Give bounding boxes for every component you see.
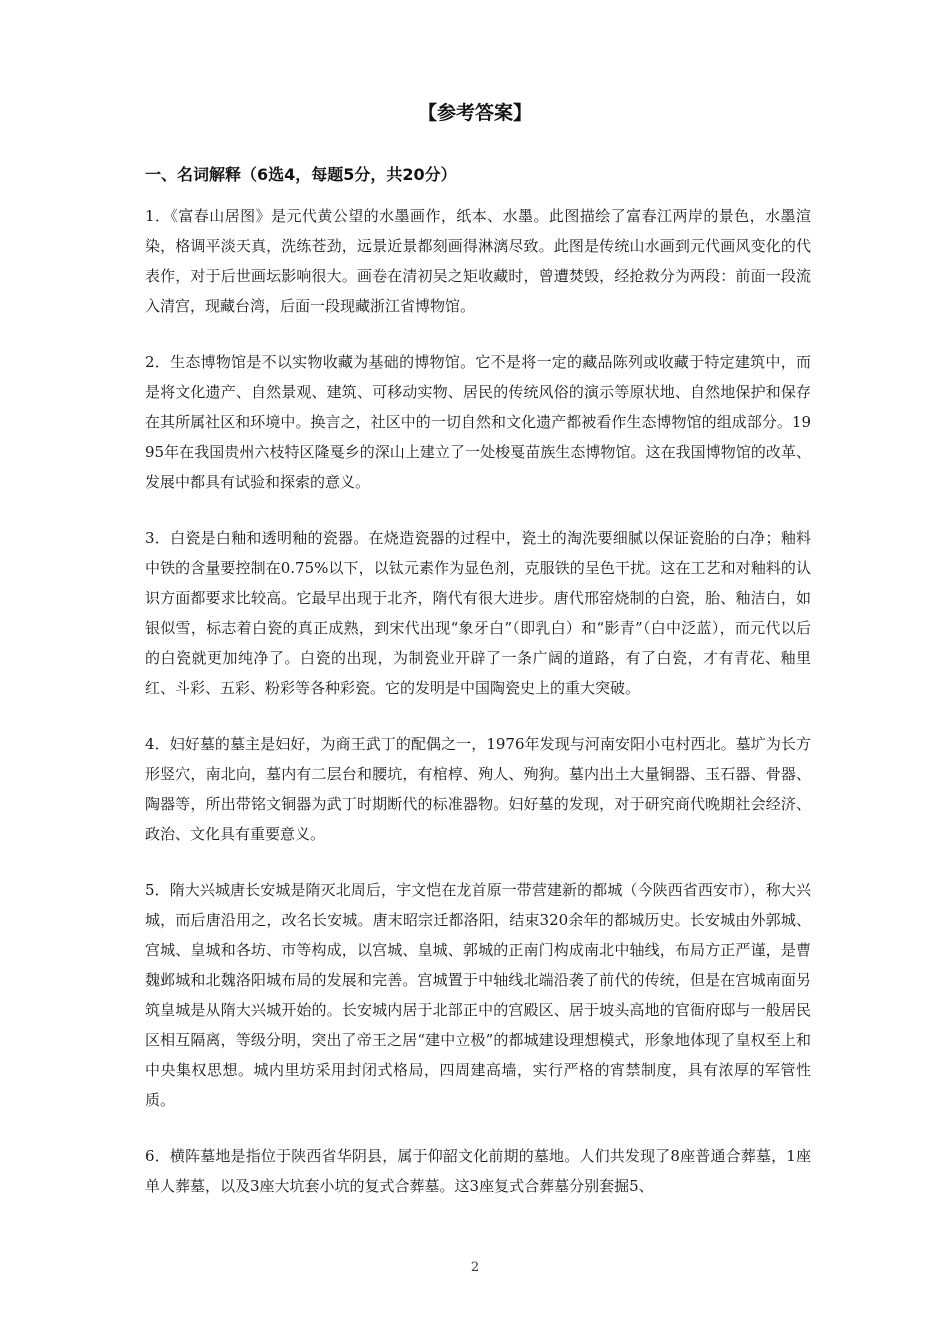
- section-heading: 一、名词解释（6选4，每题5分，共20分）: [145, 165, 457, 184]
- entry-1: 1．《富春山居图》是元代黄公望的水墨画作，纸本、水墨。此图描绘了富春江两岸的景色，水墨渲染，格调平淡天真，洗练苍劲，远景近景都刻画得淋漓尽致。此图是传统山水画到元代画风变化的代表作，对于后世画坛影响很大。画卷在清初吴之矩收藏时，曾遭焚毁，经抢救分为两段：前面一段流入清宫，现藏台湾，后面一段现藏浙江省博物馆。: [145, 207, 811, 315]
- page-title: 【参考答案】: [417, 102, 532, 124]
- entry-4: 4．妇好墓的墓主是妇好，为商王武丁的配偶之一，1976年发现与河南安阳小屯村西北。墓圹为长方形竖穴，南北向，墓内有二层台和腰坑，有棺椁、殉人、殉狗。墓内出土大量铜器、玉石器、骨器、陶器等，所出带铭文铜器为武丁时期断代的标准器物。妇好墓的发现，对于研究商代晚期社会经济、政治、文化具有重要意义。: [145, 735, 811, 843]
- entry-3: 3．白瓷是白釉和透明釉的瓷器。在烧造瓷器的过程中，瓷土的淘洗要细腻以保证瓷胎的白净；釉料中铁的含量要控制在0.75%以下，以钛元素作为显色剂，克服铁的呈色干扰。这在工艺和对釉料的认识方面都要求比较高。它最早出现于北齐，隋代有很大进步。唐代邢窑烧制的白瓷，胎、釉洁白，如银似雪，标志着白瓷的真正成熟，到宋代出现“象牙白”（即乳白）和“影青”（白中泛蓝），而元代以后的白瓷就更加纯净了。白瓷的出现，为制瓷业开辟了一条广阔的道路，有了白瓷，才有青花、釉里红、斗彩、五彩、粉彩等各种彩瓷。它的发明是中国陶瓷史上的重大突破。: [145, 529, 811, 697]
- page-number: 2: [470, 1260, 480, 1275]
- entry-2: 2．生态博物馆是不以实物收藏为基础的博物馆。它不是将一定的藏品陈列或收藏于特定建筑中，而是将文化遗产、自然景观、建筑、可移动实物、居民的传统风俗的演示等原状地、自然地保护和保存在其所属社区和环境中。换言之，社区中的一切自然和文化遗产都被看作生态博物馆的组成部分。1995年在我国贵州六枝特区隆戛乡的深山上建立了一处梭戛苗族生态博物馆。这在我国博物馆的改革、发展中都具有试验和探索的意义。: [145, 353, 811, 491]
- entry-6: 6．横阵墓地是指位于陕西省华阴县，属于仰韶文化前期的墓地。人们共发现了8座普通合葬墓，1座单人葬墓，以及3座大坑套小坑的复式合葬墓。这3座复式合葬墓分别套掘5、: [145, 1147, 811, 1195]
- entry-5: 5．隋大兴城唐长安城是隋灭北周后，宇文恺在龙首原一带营建新的都城（今陕西省西安市），称大兴城，而后唐沿用之，改名长安城。唐末昭宗迁都洛阳，结束320余年的都城历史。长安城由外郭城、宫城、皇城和各坊、市等构成，以宫城、皇城、郭城的正南门构成南北中轴线，布局方正严谨，是曹魏邺城和北魏洛阳城布局的发展和完善。宫城置于中轴线北端沿袭了前代的传统，但是在宫城南面另筑皇城是从隋大兴城开始的。长安城内居于北部正中的宫殿区、居于坡头高地的官衙府邸与一般居民区相互隔离，等级分明，突出了帝王之居“建中立极”的都城建设理想模式，形象地体现了皇权至上和中央集权思想。城内里坊采用封闭式格局，四周建高墙，实行严格的宵禁制度，具有浓厚的军管性质。: [145, 881, 811, 1109]
- answer-entries: [145, 201, 811, 1227]
